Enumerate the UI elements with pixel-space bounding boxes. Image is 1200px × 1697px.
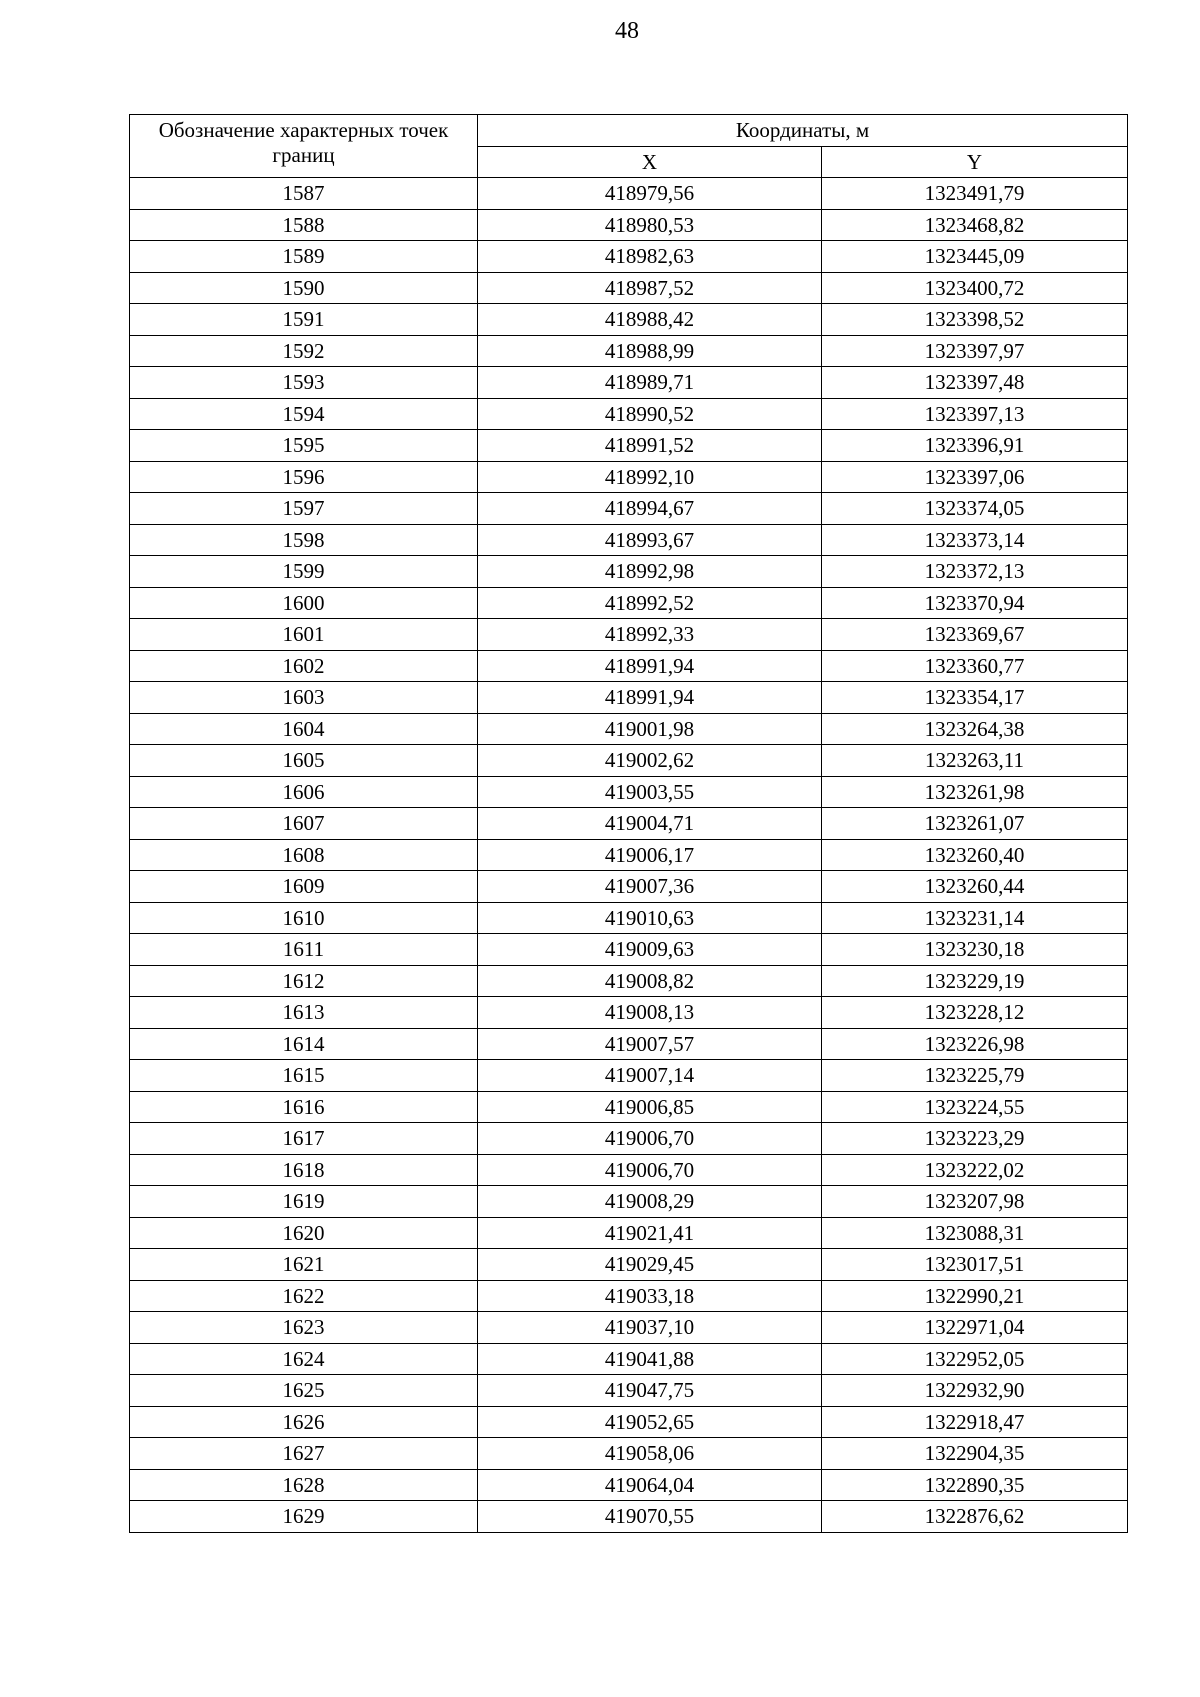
point-cell: 1614	[130, 1028, 478, 1060]
x-coordinate-cell: 418989,71	[478, 367, 822, 399]
y-coordinate-cell: 1322918,47	[822, 1406, 1128, 1438]
y-coordinate-cell: 1323400,72	[822, 272, 1128, 304]
x-coordinate-cell: 418991,94	[478, 682, 822, 714]
y-coordinate-cell: 1323397,13	[822, 398, 1128, 430]
x-coordinate-cell: 418990,52	[478, 398, 822, 430]
point-cell: 1592	[130, 335, 478, 367]
point-cell: 1608	[130, 839, 478, 871]
y-coordinate-cell: 1323017,51	[822, 1249, 1128, 1281]
point-cell: 1616	[130, 1091, 478, 1123]
x-coordinate-cell: 419007,14	[478, 1060, 822, 1092]
point-cell: 1610	[130, 902, 478, 934]
x-coordinate-cell: 419029,45	[478, 1249, 822, 1281]
y-coordinate-cell: 1322932,90	[822, 1375, 1128, 1407]
table-row	[130, 524, 1128, 556]
point-cell: 1600	[130, 587, 478, 619]
x-coordinate-cell: 419009,63	[478, 934, 822, 966]
y-coordinate-cell: 1322971,04	[822, 1312, 1128, 1344]
y-coordinate-cell: 1323225,79	[822, 1060, 1128, 1092]
point-cell: 1591	[130, 304, 478, 336]
x-coordinate-cell: 418982,63	[478, 241, 822, 273]
table-row	[130, 745, 1128, 777]
y-coordinate-cell: 1323369,67	[822, 619, 1128, 651]
x-column-header: X	[478, 146, 822, 178]
table-row	[130, 871, 1128, 903]
table-row	[130, 1469, 1128, 1501]
point-cell: 1604	[130, 713, 478, 745]
table-row	[130, 808, 1128, 840]
x-coordinate-cell: 418992,98	[478, 556, 822, 588]
x-coordinate-cell: 419064,04	[478, 1469, 822, 1501]
table-row	[130, 776, 1128, 808]
table-row	[130, 178, 1128, 210]
table-row	[130, 241, 1128, 273]
x-coordinate-cell: 419003,55	[478, 776, 822, 808]
point-cell: 1603	[130, 682, 478, 714]
point-cell: 1593	[130, 367, 478, 399]
table-row	[130, 965, 1128, 997]
x-coordinate-cell: 419006,70	[478, 1123, 822, 1155]
point-cell: 1587	[130, 178, 478, 210]
table-row	[130, 461, 1128, 493]
x-coordinate-cell: 418991,52	[478, 430, 822, 462]
x-coordinate-cell: 418979,56	[478, 178, 822, 210]
point-column-header: Обозначение характерных точек границ	[130, 115, 478, 178]
y-coordinate-cell: 1323264,38	[822, 713, 1128, 745]
x-coordinate-cell: 419021,41	[478, 1217, 822, 1249]
table-row	[130, 1091, 1128, 1123]
point-cell: 1622	[130, 1280, 478, 1312]
table-row	[130, 1028, 1128, 1060]
x-coordinate-cell: 418988,99	[478, 335, 822, 367]
y-coordinate-cell: 1323370,94	[822, 587, 1128, 619]
point-cell: 1605	[130, 745, 478, 777]
coordinates-column-header: Координаты, м	[478, 115, 1128, 147]
point-cell: 1601	[130, 619, 478, 651]
point-cell: 1612	[130, 965, 478, 997]
x-coordinate-cell: 419070,55	[478, 1501, 822, 1533]
point-cell: 1594	[130, 398, 478, 430]
table-row	[130, 335, 1128, 367]
point-cell: 1615	[130, 1060, 478, 1092]
x-coordinate-cell: 419008,82	[478, 965, 822, 997]
x-coordinate-cell: 419047,75	[478, 1375, 822, 1407]
table-row	[130, 619, 1128, 651]
page-number: 48	[615, 18, 639, 44]
x-coordinate-cell: 419033,18	[478, 1280, 822, 1312]
x-coordinate-cell: 419010,63	[478, 902, 822, 934]
point-cell: 1588	[130, 209, 478, 241]
point-cell: 1597	[130, 493, 478, 525]
point-cell: 1611	[130, 934, 478, 966]
x-coordinate-cell: 419041,88	[478, 1343, 822, 1375]
y-coordinate-cell: 1322990,21	[822, 1280, 1128, 1312]
table-row	[130, 682, 1128, 714]
y-coordinate-cell: 1323088,31	[822, 1217, 1128, 1249]
x-coordinate-cell: 419037,10	[478, 1312, 822, 1344]
x-coordinate-cell: 419001,98	[478, 713, 822, 745]
table-row	[130, 430, 1128, 462]
table-row	[130, 1249, 1128, 1281]
table-row	[130, 209, 1128, 241]
y-coordinate-cell: 1322952,05	[822, 1343, 1128, 1375]
x-coordinate-cell: 419004,71	[478, 808, 822, 840]
point-cell: 1617	[130, 1123, 478, 1155]
y-coordinate-cell: 1323260,40	[822, 839, 1128, 871]
x-coordinate-cell: 418992,33	[478, 619, 822, 651]
y-coordinate-cell: 1323230,18	[822, 934, 1128, 966]
point-cell: 1609	[130, 871, 478, 903]
y-coordinate-cell: 1323207,98	[822, 1186, 1128, 1218]
y-coordinate-cell: 1323398,52	[822, 304, 1128, 336]
table-row	[130, 1438, 1128, 1470]
x-coordinate-cell: 418991,94	[478, 650, 822, 682]
point-cell: 1625	[130, 1375, 478, 1407]
table-row	[130, 1280, 1128, 1312]
table-row	[130, 556, 1128, 588]
point-cell: 1627	[130, 1438, 478, 1470]
x-coordinate-cell: 418980,53	[478, 209, 822, 241]
header-row-top	[130, 115, 1128, 147]
table-row	[130, 713, 1128, 745]
x-coordinate-cell: 418994,67	[478, 493, 822, 525]
y-coordinate-cell: 1323263,11	[822, 745, 1128, 777]
table-row	[130, 493, 1128, 525]
table-row	[130, 1343, 1128, 1375]
y-coordinate-cell: 1323397,97	[822, 335, 1128, 367]
y-coordinate-cell: 1323224,55	[822, 1091, 1128, 1123]
table-row	[130, 839, 1128, 871]
y-coordinate-cell: 1322876,62	[822, 1501, 1128, 1533]
point-cell: 1618	[130, 1154, 478, 1186]
table-header	[130, 115, 1128, 178]
y-coordinate-cell: 1323222,02	[822, 1154, 1128, 1186]
x-coordinate-cell: 418987,52	[478, 272, 822, 304]
table-row	[130, 1123, 1128, 1155]
table-row	[130, 1186, 1128, 1218]
y-column-header: Y	[822, 146, 1128, 178]
y-coordinate-cell: 1322890,35	[822, 1469, 1128, 1501]
x-coordinate-cell: 419006,85	[478, 1091, 822, 1123]
point-cell: 1599	[130, 556, 478, 588]
table-row	[130, 587, 1128, 619]
point-cell: 1607	[130, 808, 478, 840]
x-coordinate-cell: 419008,13	[478, 997, 822, 1029]
x-coordinate-cell: 419002,62	[478, 745, 822, 777]
point-cell: 1589	[130, 241, 478, 273]
point-cell: 1620	[130, 1217, 478, 1249]
point-cell: 1598	[130, 524, 478, 556]
y-coordinate-cell: 1323396,91	[822, 430, 1128, 462]
table-row	[130, 272, 1128, 304]
y-coordinate-cell: 1323468,82	[822, 209, 1128, 241]
x-coordinate-cell: 419008,29	[478, 1186, 822, 1218]
point-cell: 1623	[130, 1312, 478, 1344]
table-row	[130, 1154, 1128, 1186]
table-row	[130, 650, 1128, 682]
y-coordinate-cell: 1323261,07	[822, 808, 1128, 840]
point-cell: 1596	[130, 461, 478, 493]
table-row	[130, 1217, 1128, 1249]
table-row	[130, 1312, 1128, 1344]
y-coordinate-cell: 1323372,13	[822, 556, 1128, 588]
x-coordinate-cell: 418993,67	[478, 524, 822, 556]
y-coordinate-cell: 1323445,09	[822, 241, 1128, 273]
table-row	[130, 1501, 1128, 1533]
table-row	[130, 902, 1128, 934]
point-cell: 1626	[130, 1406, 478, 1438]
x-coordinate-cell: 418992,52	[478, 587, 822, 619]
table-row	[130, 1375, 1128, 1407]
table-body	[130, 178, 1128, 1533]
y-coordinate-cell: 1323373,14	[822, 524, 1128, 556]
x-coordinate-cell: 419006,17	[478, 839, 822, 871]
y-coordinate-cell: 1323231,14	[822, 902, 1128, 934]
table-row	[130, 304, 1128, 336]
y-coordinate-cell: 1322904,35	[822, 1438, 1128, 1470]
point-cell: 1602	[130, 650, 478, 682]
table-row	[130, 398, 1128, 430]
table-row	[130, 997, 1128, 1029]
x-coordinate-cell: 418992,10	[478, 461, 822, 493]
point-cell: 1628	[130, 1469, 478, 1501]
point-cell: 1595	[130, 430, 478, 462]
coordinates-table	[129, 114, 1128, 1533]
point-cell: 1613	[130, 997, 478, 1029]
y-coordinate-cell: 1323223,29	[822, 1123, 1128, 1155]
x-coordinate-cell: 419052,65	[478, 1406, 822, 1438]
y-coordinate-cell: 1323229,19	[822, 965, 1128, 997]
x-coordinate-cell: 419058,06	[478, 1438, 822, 1470]
x-coordinate-cell: 419007,36	[478, 871, 822, 903]
y-coordinate-cell: 1323260,44	[822, 871, 1128, 903]
table-row	[130, 367, 1128, 399]
table-row	[130, 1406, 1128, 1438]
y-coordinate-cell: 1323374,05	[822, 493, 1128, 525]
y-coordinate-cell: 1323491,79	[822, 178, 1128, 210]
y-coordinate-cell: 1323226,98	[822, 1028, 1128, 1060]
table-row	[130, 934, 1128, 966]
point-cell: 1606	[130, 776, 478, 808]
y-coordinate-cell: 1323354,17	[822, 682, 1128, 714]
point-cell: 1624	[130, 1343, 478, 1375]
point-cell: 1619	[130, 1186, 478, 1218]
y-coordinate-cell: 1323397,06	[822, 461, 1128, 493]
y-coordinate-cell: 1323360,77	[822, 650, 1128, 682]
point-cell: 1629	[130, 1501, 478, 1533]
y-coordinate-cell: 1323261,98	[822, 776, 1128, 808]
x-coordinate-cell: 419006,70	[478, 1154, 822, 1186]
y-coordinate-cell: 1323228,12	[822, 997, 1128, 1029]
table-row	[130, 1060, 1128, 1092]
x-coordinate-cell: 418988,42	[478, 304, 822, 336]
x-coordinate-cell: 419007,57	[478, 1028, 822, 1060]
y-coordinate-cell: 1323397,48	[822, 367, 1128, 399]
point-cell: 1621	[130, 1249, 478, 1281]
point-cell: 1590	[130, 272, 478, 304]
